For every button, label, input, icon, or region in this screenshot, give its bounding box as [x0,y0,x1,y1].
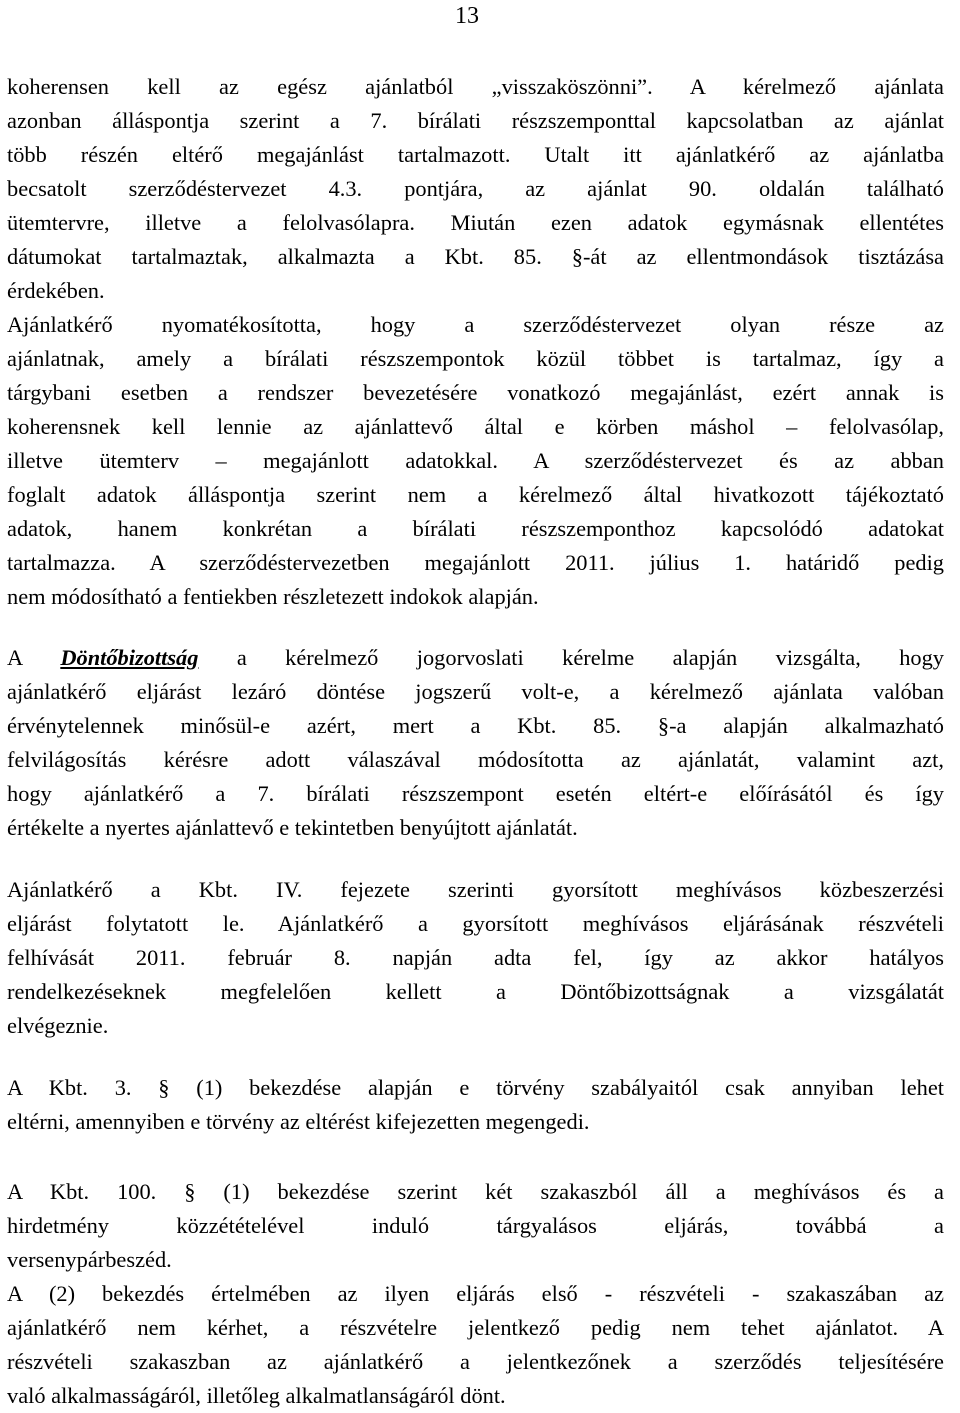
text-line: tárgybani esetben a rendszer bevezetésére vonatkozó megajánlást, ezért annak is [7,380,944,405]
text-line: felvilágosítás kérésre adott válaszával módosította az ajánlatát, valamint azt, [7,747,944,772]
text-line: való alkalmasságáról, illetőleg alkalmatlanságáról dönt. [7,1383,506,1408]
text-line: azonban álláspontja szerint a 7. bírálati részszemponttal kapcsolatban az ajánlat [7,108,944,133]
text-line: versenypárbeszéd. [7,1247,172,1272]
text-line: érvénytelennek minősül-e azért, mert a Kbt. 85. §-a alapján alkalmazható [7,713,944,738]
text-line: tartalmazza. A szerződéstervezetben megajánlott 2011. július 1. határidő pedig [7,550,944,575]
text-line [7,641,944,675]
text-line: A Kbt. 100. § (1) bekezdése szerint két szakaszból áll a meghívásos és a [7,1179,944,1204]
text-line: több részén eltérő megajánlást tartalmazott. Utalt itt ajánlatkérő az ajánlatba [7,142,944,167]
emphasized-term: Döntőbizottság [60,645,199,670]
text-fragment: a kérelmező jogorvoslati kérelme alapján vizsgálta, hogy [198,645,944,670]
text-line: ajánlatkérő eljárást lezáró döntése jogszerű volt-e, a kérelmező ajánlata valóban [7,679,944,704]
text-line: ajánlatkérő nem kérhet, a részvételre jelentkező pedig nem tehet ajánlatot. A [7,1315,944,1340]
text-line: koherensen kell az egész ajánlatból „visszaköszönni”. A kérelmező ajánlata [7,74,944,99]
text-line: ajánlatnak, amely a bírálati részszempontok közül többet is tartalmaz, így a [7,346,944,371]
text-line: adatok, hanem konkrétan a bírálati részszemponthoz kapcsolódó adatokat [7,516,944,541]
text-line: eljárást folytatott le. Ajánlatkérő a gyorsított meghívásos eljárásának részvételi [7,911,944,936]
text-line: rendelkezéseknek megfelelően kellett a Döntőbizottságnak a vizsgálatát [7,979,944,1004]
text-line: nem módosítható a fentiekben részletezett indokok alapján. [7,584,539,609]
text-line: részvételi szakaszban az ajánlatkérő a jelentkezőnek a szerződés teljesítésére [7,1349,944,1374]
text-line: A Kbt. 3. § (1) bekezdése alapján e törvény szabályaitól csak annyiban lehet [7,1075,944,1100]
text-line: illetve ütemterv – megajánlott adatokkal. A szerződéstervezet és az abban [7,448,944,473]
text-line: Ajánlatkérő a Kbt. IV. fejezete szerinti gyorsított meghívásos közbeszerzési [7,877,944,902]
text-fragment: A [7,645,61,670]
text-line: Ajánlatkérő nyomatékosította, hogy a szerződéstervezet olyan része az [7,312,944,337]
text-line: értékelte a nyertes ajánlattevő e tekintetben benyújtott ajánlatát. [7,815,578,840]
text-line: dátumokat tartalmaztak, alkalmazta a Kbt. 85. §-át az ellentmondások tisztázása [7,244,944,269]
text-line: koherensnek kell lennie az ajánlattevő által e körben máshol – felolvasólap, [7,414,944,439]
text-line: felhívását 2011. február 8. napján adta fel, így az akkor hatályos [7,945,944,970]
text-line: becsatolt szerződéstervezet 4.3. pontjára, az ajánlat 90. oldalán található [7,176,944,201]
text-line: elvégeznie. [7,1013,109,1038]
text-line: érdekében. [7,278,105,303]
text-line: hogy ajánlatkérő a 7. bírálati részszempont esetén eltért-e előírásától és így [7,781,944,806]
page-number: 13 [455,3,479,29]
text-line: foglalt adatok álláspontja szerint nem a kérelmező által hivatkozott tájékoztató [7,482,944,507]
text-line: eltérni, amennyiben e törvény az eltérést kifejezetten megengedi. [7,1109,590,1134]
text-line: hirdetmény közzétételével induló tárgyalásos eljárás, továbbá a [7,1213,944,1238]
text-line: ütemtervre, illetve a felolvasólapra. Miután ezen adatok egymásnak ellentétes [7,210,944,235]
text-line: A (2) bekezdés értelmében az ilyen eljárás első - részvételi - szakaszában az [7,1281,944,1306]
